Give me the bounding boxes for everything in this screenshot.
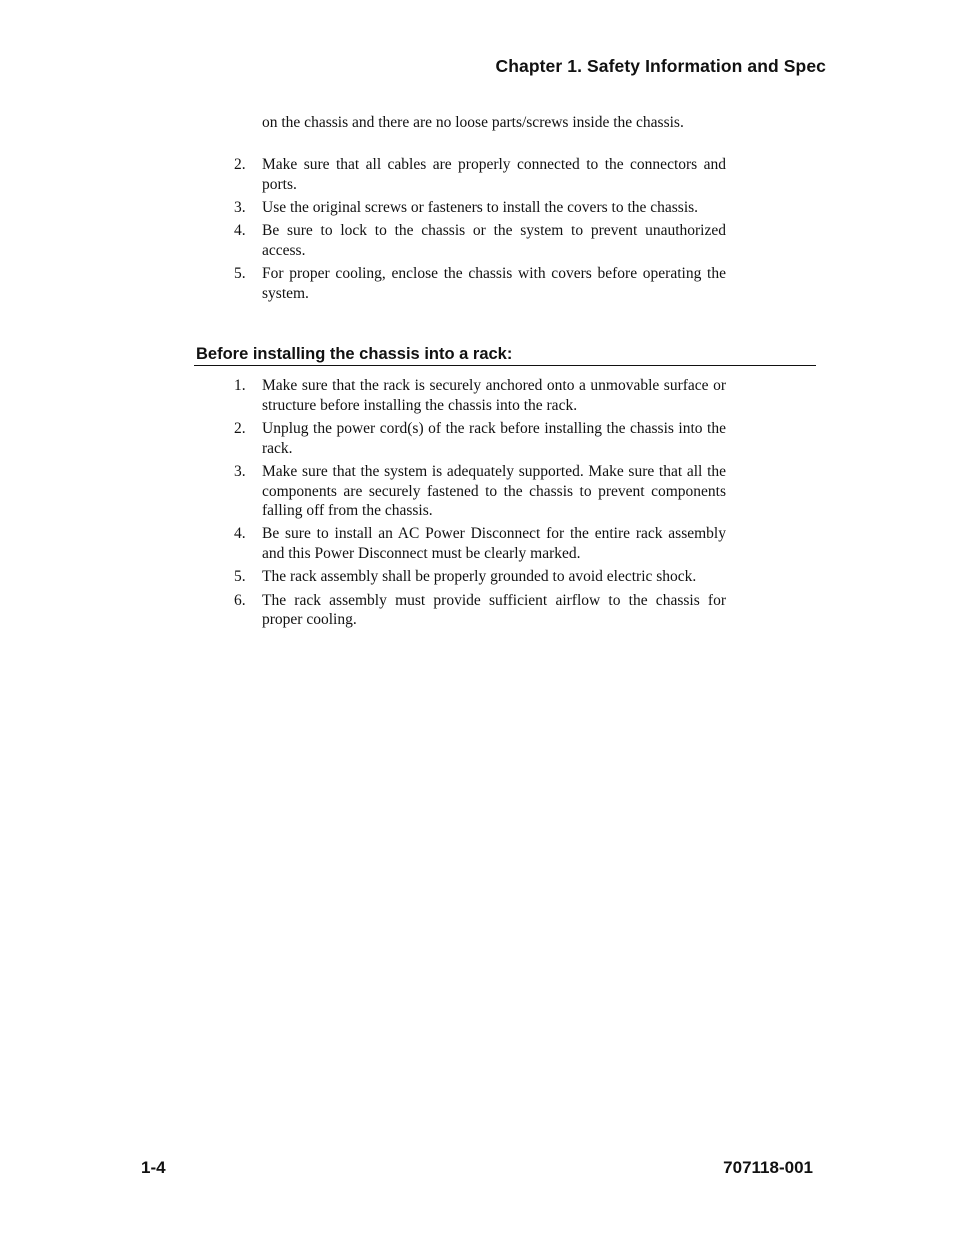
list-item bbox=[228, 155, 726, 194]
list-item-text: For proper cooling, enclose the chassis with covers before operating the system. bbox=[262, 265, 726, 302]
list-item-number: 2. bbox=[234, 156, 246, 173]
list-item-text: Be sure to lock to the chassis or the system to prevent unauthorized access. bbox=[262, 222, 726, 259]
list-item-number: 5. bbox=[234, 568, 246, 586]
list-item-number: 3. bbox=[234, 198, 246, 216]
list-item bbox=[228, 567, 726, 587]
list-item bbox=[228, 462, 726, 521]
list-item-number: 2. bbox=[234, 419, 246, 437]
list-item-number: 6. bbox=[234, 591, 246, 609]
page-number: 1-4 bbox=[141, 1158, 166, 1177]
list-item-text: The rack assembly must provide sufficient airflow to the chassis for proper cooling. bbox=[262, 591, 726, 629]
continued-list-item-text: on the chassis and there are no loose parts/screws inside the chassis. bbox=[262, 114, 684, 131]
list-item-text: Make sure that the system is adequately supported. Make sure that all the components are securely fastened to the chassis to prevent components falling off from the chassis. bbox=[262, 462, 726, 520]
list-item bbox=[228, 376, 726, 415]
list-item-text: The rack assembly shall be properly grounded to avoid electric shock. bbox=[262, 568, 697, 586]
list-item-number: 4. bbox=[234, 222, 246, 240]
list-item-number: 3. bbox=[234, 462, 246, 480]
list-item bbox=[228, 221, 726, 260]
document-number: 707118-001 bbox=[723, 1158, 813, 1177]
list-item bbox=[228, 591, 726, 630]
running-header-title: Chapter 1. Safety Information and Spec bbox=[495, 56, 826, 76]
section-heading-rack: Before installing the chassis into a rack: bbox=[194, 344, 816, 366]
list-item-number: 5. bbox=[234, 265, 246, 283]
list-item-number: 1. bbox=[234, 377, 246, 394]
servicing-checklist bbox=[228, 155, 726, 307]
list-item-text: Unplug the power cord(s) of the rack before installing the chassis into the rack. bbox=[262, 419, 726, 457]
list-item-text: Make sure that the rack is securely anchored onto a unmovable surface or structure before installing the chassis into the rack. bbox=[262, 377, 726, 414]
list-item-text: Use the original screws or fasteners to install the covers to the chassis. bbox=[262, 198, 699, 216]
list-item bbox=[228, 419, 726, 458]
list-item bbox=[228, 264, 726, 303]
list-item-text: Make sure that all cables are properly connected to the connectors and ports. bbox=[262, 156, 726, 193]
list-item bbox=[228, 524, 726, 563]
list-item-text: Be sure to install an AC Power Disconnect for the entire rack assembly and this Power Disconnect must be clearly marked. bbox=[262, 525, 726, 563]
list-item bbox=[228, 198, 726, 218]
rack-installation-checklist bbox=[228, 376, 726, 633]
list-item-number: 4. bbox=[234, 525, 246, 543]
